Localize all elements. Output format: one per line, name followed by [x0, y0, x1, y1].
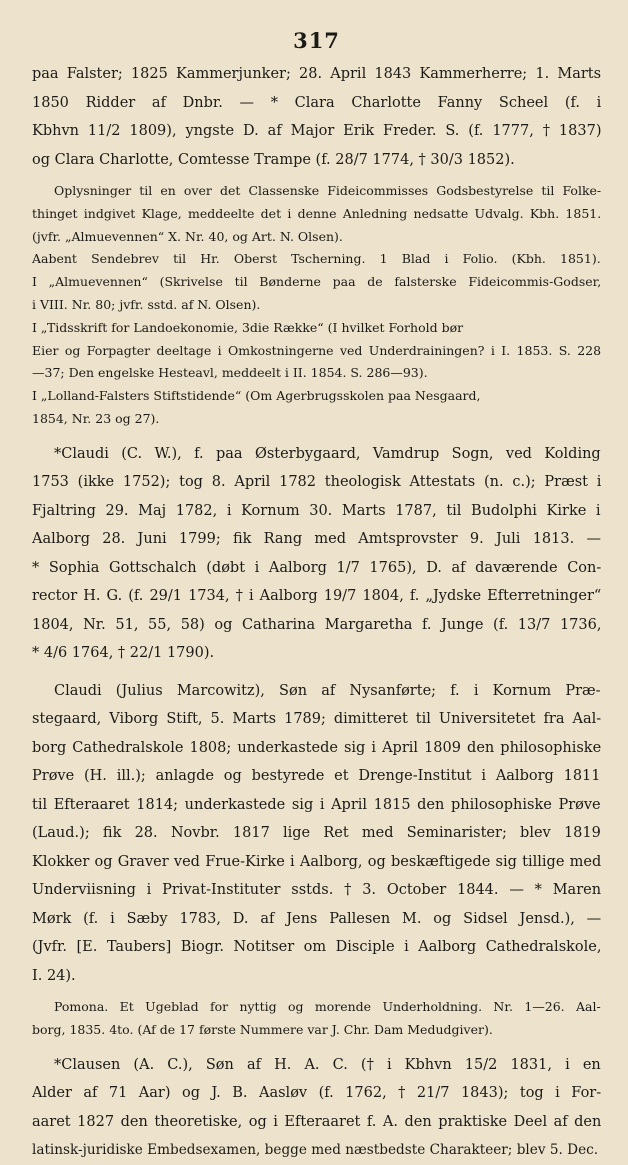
text-line: Fjaltring 29. Maj 1782, i Kornum 30. Marts 1787, til Budolphi Kirke i	[32, 502, 601, 519]
text-line: Claudi (Julius Marcowitz), Søn af Nysanførte; f. i Kornum Præ-	[54, 682, 601, 699]
text-line: Alder af 71 Aar) og J. B. Aasløv (f. 1762, † 21/7 1843); tog i For-	[32, 1085, 601, 1102]
paragraph-p2	[32, 180, 601, 431]
text-line: I „Almuevennen“ (Skrivelse til Bønderne paa de falsterske Fideicommis-Godser,	[32, 274, 601, 290]
text-line: Klokker og Graver ved Frue-Kirke i Aalborg, og beskæftigede sig tillige med	[32, 853, 601, 870]
text-line: rector H. G. (f. 29/1 1734, † i Aalborg 19/7 1804, f. „Jydske Efterretninger“	[32, 588, 601, 605]
text-line: borg, 1835. 4to. (Af de 17 første Nummere var J. Chr. Dam Medudgiver).	[32, 1022, 493, 1038]
text-line: aaret 1827 den theoretiske, og i Efteraaret f. A. den praktiske Deel af den	[32, 1113, 601, 1130]
text-line: paa Falster; 1825 Kammerjunker; 28. April 1843 Kammerherre; 1. Marts	[32, 66, 601, 82]
text-line: I. 24).	[32, 967, 76, 984]
paragraph-p1	[32, 60, 601, 174]
text-line: borg Cathedralskole 1808; underkastede sig i April 1809 den philosophiske	[32, 739, 601, 756]
paragraph-p6	[32, 1051, 601, 1165]
text-line: Prøve (H. ill.); anlagde og bestyrede et Drenge-Institut i Aalborg 1811	[32, 768, 601, 785]
text-line: latinsk-juridiske Embedsexamen, begge med næstbedste Charakteer; blev 5. Dec.	[32, 1142, 599, 1159]
text-line: Eier og Forpagter deeltage i Omkostningerne ved Underdrainingen? i I. 1853. S. 228	[32, 342, 601, 358]
text-line: thinget indgivet Klage, meddeelte det i denne Anledning nedsatte Udvalg. Kbh. 1851.	[32, 205, 601, 221]
text-line: Aalborg 28. Juni 1799; fik Rang med Amtsprovster 9. Juli 1813. —	[32, 531, 601, 548]
paragraph-p3	[32, 440, 601, 668]
text-line: (Laud.); fik 28. Novbr. 1817 lige Ret med Seminarister; blev 1819	[32, 825, 601, 842]
text-line: Underviisning i Privat-Instituter sstds. † 3. October 1844. — * Maren	[32, 882, 601, 899]
text-line: I „Lolland-Falsters Stiftstidende“ (Om Agerbrugsskolen paa Nesgaard,	[32, 388, 481, 404]
text-line: 1850 Ridder af Dnbr. — * Clara Charlotte Fanny Scheel (f. i	[32, 94, 601, 111]
text-line: og Clara Charlotte, Comtesse Trampe (f. 28/7 1774, † 30/3 1852).	[32, 151, 515, 168]
text-line: *Claudi (C. W.), f. paa Østerbygaard, Vamdrup Sogn, ved Kolding	[54, 445, 601, 462]
page-number: 317	[293, 28, 340, 53]
text-line: *Clausen (A. C.), Søn af H. A. C. († i Kbhvn 15/2 1831, i en	[54, 1056, 601, 1073]
text-line: I „Tidsskrift for Landoekonomie, 3die Række“ (I hvilket Forhold bør	[32, 319, 464, 335]
text-line: (Jvfr. [E. Taubers] Biogr. Notitser om Disciple i Aalborg Cathedralskole,	[32, 939, 601, 956]
text-line: til Efteraaret 1814; underkastede sig i April 1815 den philosophiske Prøve	[32, 796, 601, 813]
text-line: 1854, Nr. 23 og 27).	[32, 410, 160, 426]
text-line: * Sophia Gottschalch (døbt i Aalborg 1/7 1765), D. af daværende Con-	[32, 559, 601, 576]
text-line: i VIII. Nr. 80; jvfr. sstd. af N. Olsen).	[32, 296, 261, 312]
text-line: —37; Den engelske Hesteavl, meddeelt i II. 1854. S. 286—93).	[32, 365, 428, 381]
text-line: Pomona. Et Ugeblad for nyttig og morende Underholdning. Nr. 1—26. Aal-	[54, 999, 601, 1015]
text-line: Kbhvn 11/2 1809), yngste D. af Major Erik Freder. S. (f. 1777, † 1837)	[32, 123, 601, 139]
paragraph-p5	[32, 996, 601, 1042]
text-line: stegaard, Viborg Stift, 5. Marts 1789; dimitteret til Universitetet fra Aal-	[32, 711, 601, 728]
text-line: (jvfr. „Almuevennen“ X. Nr. 40, og Art. N. Olsen).	[32, 228, 343, 244]
text-line: 1753 (ikke 1752); tog 8. April 1782 theologisk Attestats (n. c.); Præst i	[32, 474, 601, 491]
text-line: * 4/6 1764, † 22/1 1790).	[32, 645, 215, 662]
text-line: 1804, Nr. 51, 55, 58) og Catharina Margaretha f. Junge (f. 13/7 1736,	[32, 616, 601, 633]
paragraph-gap	[32, 431, 601, 440]
text-line: Oplysninger til en over det Classenske Fideicommisses Godsbestyrelse til Folke-	[54, 183, 601, 198]
text-line: Aabent Sendebrev til Hr. Oberst Tscherning. 1 Blad i Folio. (Kbh. 1851).	[32, 251, 601, 267]
paragraph-p4	[32, 677, 601, 991]
paragraph-gap	[32, 1042, 601, 1051]
page-content	[32, 60, 601, 1165]
paragraph-gap	[32, 668, 601, 677]
text-line: Mørk (f. i Sæby 1783, D. af Jens Pallesen M. og Sidsel Jensd.), —	[32, 910, 601, 927]
